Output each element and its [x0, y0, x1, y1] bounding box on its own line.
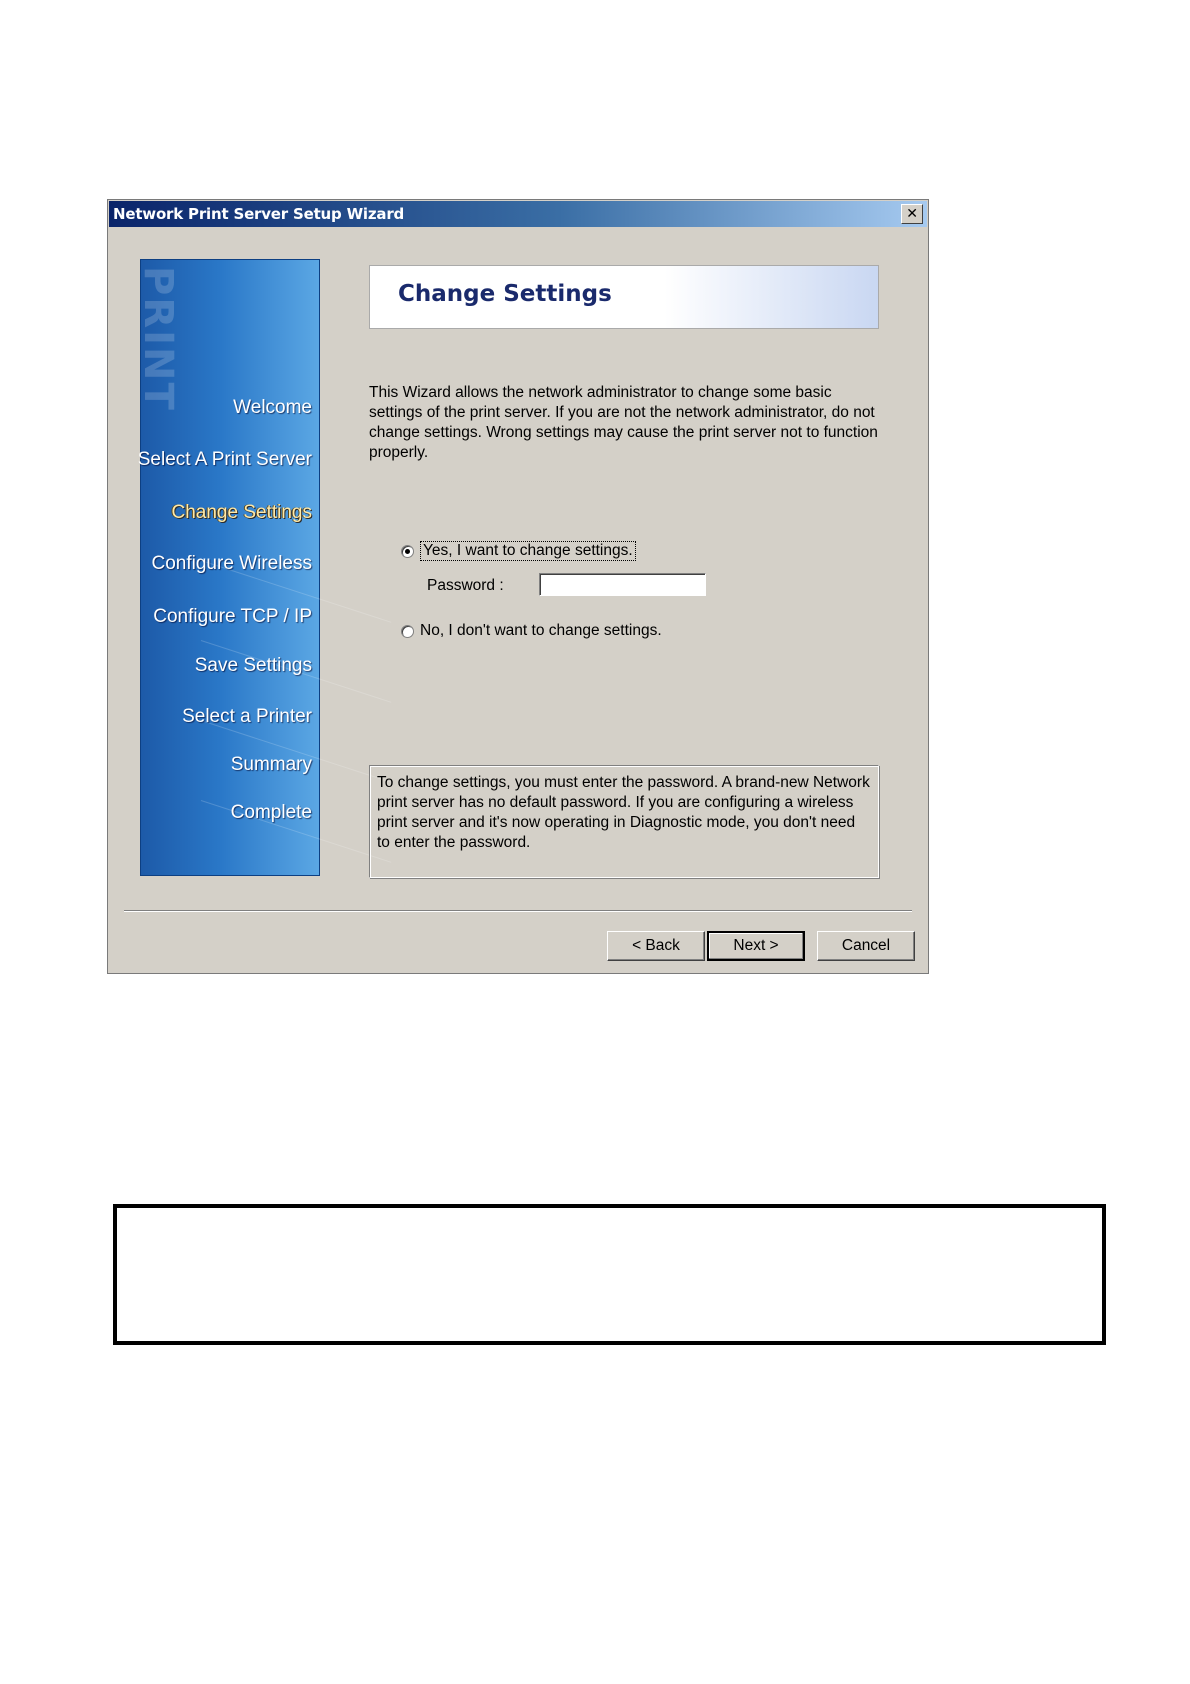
close-button[interactable] [901, 204, 923, 224]
option-no-label[interactable]: No, I don't want to change settings. [420, 622, 662, 639]
option-no-radio[interactable] [401, 625, 414, 638]
page-header [369, 265, 879, 329]
info-text: To change settings, you must enter the password. A brand-new Network print server has no default password. If you are configuring a wireless print server and it's now operating in Diagnostic mode, you don't need to enter the password. [377, 774, 870, 851]
step-save-settings: Save Settings [194, 655, 312, 676]
password-label: Password : [427, 577, 504, 594]
step-welcome: Welcome [233, 397, 312, 418]
step-select-printer: Select a Printer [182, 706, 312, 727]
option-yes-radio[interactable] [401, 545, 414, 558]
step-complete: Complete [230, 802, 312, 823]
info-groupbox [369, 765, 879, 878]
cancel-button[interactable]: Cancel [817, 931, 915, 961]
steps-list [135, 260, 319, 875]
document-note-box [113, 1204, 1106, 1345]
print-watermark: PRINT [135, 266, 181, 412]
button-separator [124, 910, 912, 912]
option-no-row[interactable] [401, 622, 662, 640]
back-button[interactable]: < Back [607, 931, 705, 961]
window-title: Network Print Server Setup Wizard [113, 205, 405, 223]
next-button[interactable]: Next > [707, 931, 805, 961]
step-select-print-server: Select A Print Server [137, 449, 312, 470]
step-summary: Summary [230, 754, 312, 775]
step-configure-tcp-ip: Configure TCP / IP [153, 606, 312, 627]
option-yes-label[interactable]: Yes, I want to change settings. [420, 541, 636, 561]
password-input[interactable] [539, 573, 706, 596]
option-yes-row[interactable] [401, 541, 636, 561]
page-title: Change Settings [398, 281, 612, 307]
step-change-settings: Change Settings [171, 502, 312, 523]
wizard-steps-sidebar [135, 259, 320, 876]
title-bar [109, 201, 927, 227]
close-icon: ✕ [906, 206, 918, 222]
intro-text: This Wizard allows the network administrator to change some basic settings of the print server. If you are not the network administrator, do not change settings. Wrong settings may cause the print server not to function properly. [369, 384, 878, 461]
wizard-window [107, 199, 929, 974]
step-configure-wireless: Configure Wireless [151, 553, 312, 574]
